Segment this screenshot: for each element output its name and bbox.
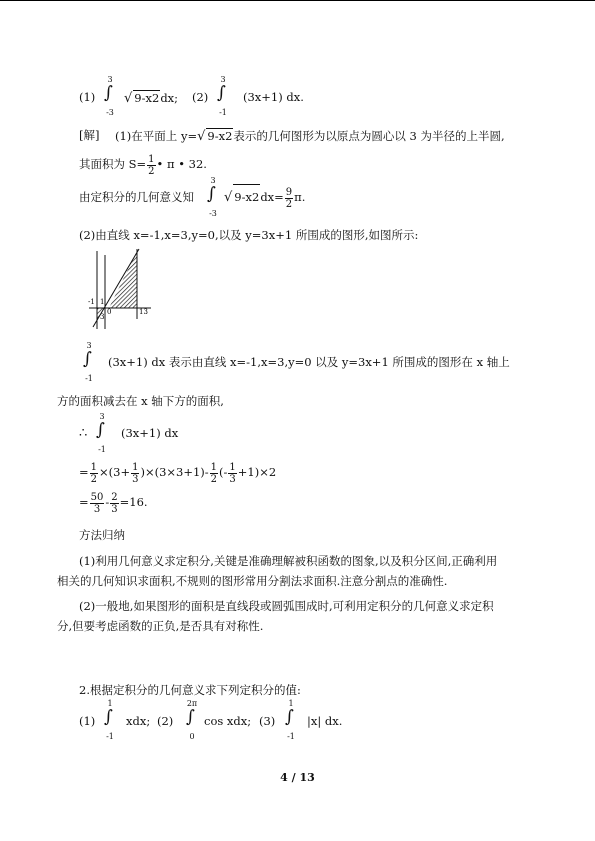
p2-part3-upper: 1 <box>288 699 294 708</box>
line7-upper-limit: 3 <box>99 412 105 421</box>
line5-lower-limit: -1 <box>85 374 93 383</box>
integral-sign: ∫ <box>186 707 195 727</box>
method-p2-line1: (2)一般地,如果图形的面积是直线段或圆弧围成时,可利用定积分的几何意义求定积 <box>79 599 494 613</box>
integral-sign: ∫ <box>96 420 105 440</box>
integral-sign: ∫ <box>217 83 226 103</box>
p2-part1-upper: 1 <box>107 699 113 708</box>
integral-sign: ∫ <box>207 184 216 204</box>
calculation-line-1: = $\frac{1}{2}$ ×(3+ $\frac{1}{3}$ )×(3×3+1)- $\frac{1}{2}$ (- $\frac{1}{3}$ +1)×2 <box>79 461 277 485</box>
part2-upper-limit: 3 <box>220 75 226 84</box>
line7-integrand: (3x+1) dx <box>121 426 179 440</box>
calculation-line-2: = $\frac{50}{3}$ - $\frac{2}{3}$ =16. <box>79 491 148 515</box>
fig-label-right: 13 <box>139 308 148 316</box>
line3-upper-limit: 3 <box>210 176 216 185</box>
p2-part3-integrand: |x| dx. <box>307 714 343 728</box>
method-p1-line1: (1)利用几何意义求定积分,关键是准确理解被积函数的图象,以及积分区间,正确利用 <box>79 554 498 568</box>
integral-sign: ∫ <box>104 707 113 727</box>
p2-part1-integrand: xdx; <box>126 714 151 728</box>
p2-part2-integrand: cos xdx; <box>204 714 252 728</box>
problem-2-intro: 2.根据定积分的几何意义求下列定积分的值: <box>79 683 301 697</box>
solution-line-6: 方的面积减去在 x 轴下方的面积, <box>57 394 224 408</box>
p2-part1-lower: -1 <box>106 732 114 741</box>
region-figure <box>87 247 153 331</box>
method-p2-line2: 分,但要考虑函数的正负,是否具有对称性. <box>57 619 264 633</box>
solution-line-2: 其面积为 S= $\frac{1}{2}$ • π • 32. <box>79 153 207 177</box>
part1-lower-limit: -3 <box>106 108 114 117</box>
p2-part3-label: (3) <box>259 714 276 728</box>
integral-sign: ∫ <box>285 707 294 727</box>
part2-lower-limit: -1 <box>219 108 227 117</box>
solution-tag: [解] <box>79 128 100 142</box>
fig-label-zero: 0 <box>107 308 112 316</box>
fig-label-left: -1 <box>88 298 95 306</box>
part1-upper-limit: 3 <box>107 75 113 84</box>
p2-part2-lower: 0 <box>189 732 195 741</box>
solution-line-3-text: 由定积分的几何意义知 <box>79 190 194 204</box>
solution-line-3-expr: √ 9-x2dx= $\frac{9}{2}$ π. <box>224 184 305 210</box>
integral-sign: ∫ <box>83 349 92 369</box>
fig-label-third: 1 <box>100 298 105 306</box>
line7-lower-limit: -1 <box>98 445 106 454</box>
part2-integrand: (3x+1) dx. <box>243 90 304 104</box>
page-number: 4 / 13 <box>280 771 315 784</box>
line5-upper-limit: 3 <box>86 341 92 350</box>
p2-part2-label: (2) <box>157 714 174 728</box>
solution-line-4: (2)由直线 x=-1,x=3,y=0,以及 y=3x+1 所围成的图形,如图所示: <box>79 228 419 242</box>
part2-label: (2) <box>192 90 209 104</box>
p2-part3-lower: -1 <box>287 732 295 741</box>
solution-line-1: (1)在平面上 y=√ 9-x2表示的几何图形为以原点为圆心以 3 为半径的上半圆, <box>115 129 505 144</box>
fig-label-third-den: 3 <box>100 313 105 321</box>
line3-lower-limit: -3 <box>209 209 217 218</box>
p2-part1-label: (1) <box>79 714 96 728</box>
part1-label: (1) <box>79 90 96 104</box>
solution-line-5: (3x+1) dx 表示由直线 x=-1,x=3,y=0 以及 y=3x+1 所围成的图形在 x 轴上 <box>108 355 510 369</box>
p2-part2-upper: 2π <box>186 699 198 708</box>
therefore-symbol: ∴ <box>79 426 88 441</box>
integral-sign: ∫ <box>104 83 113 103</box>
method-heading: 方法归纳 <box>79 528 125 542</box>
top-rule <box>0 0 595 1</box>
part1-integrand: √ 9-x2dx; <box>124 91 179 106</box>
method-p1-line2: 相关的几何知识求面积,不规则的图形常用分割法求面积.注意分割点的准确性. <box>57 574 448 588</box>
